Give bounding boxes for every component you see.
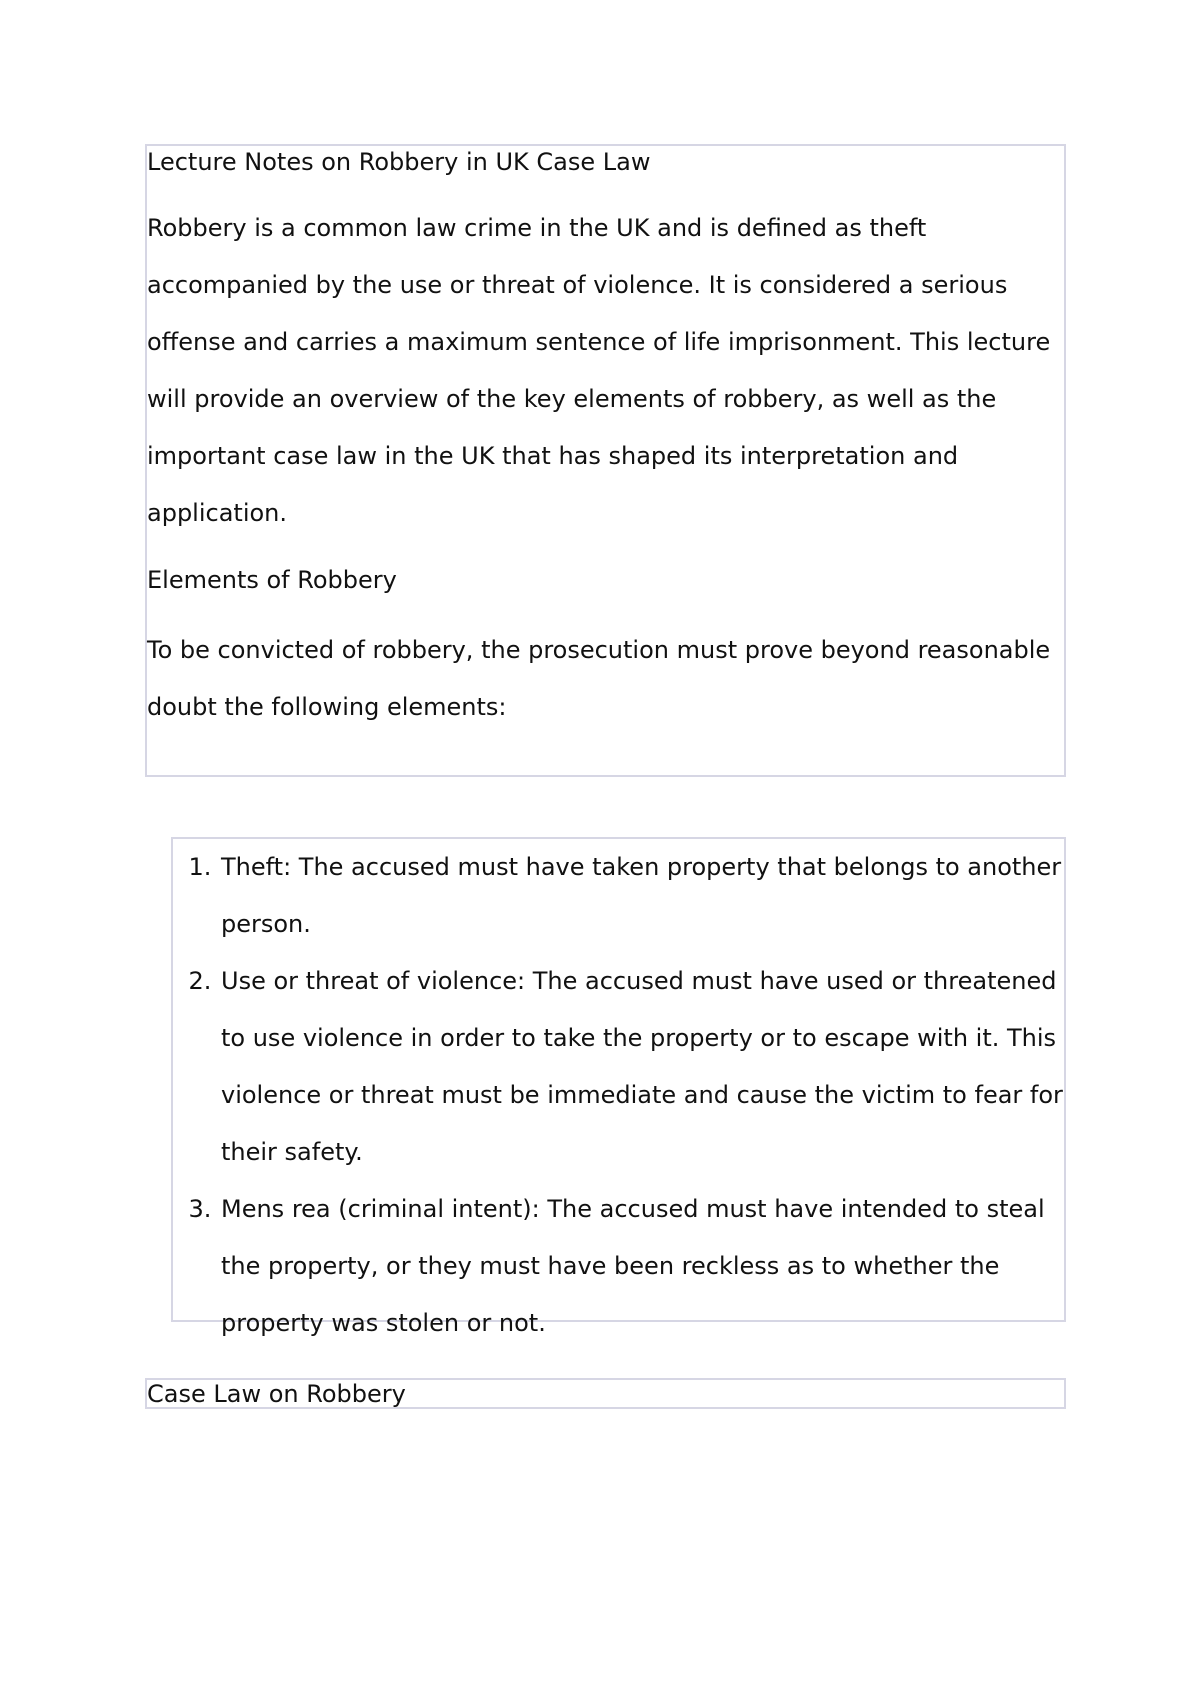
list-item-mens-rea: 3. Mens rea (criminal intent): The accused must have intended to steal the property, or they must have been reckless as to whether the property was stolen or not. <box>219 1181 1064 1352</box>
elements-list-section <box>171 837 1066 1337</box>
intro-section <box>145 144 1066 777</box>
elements-heading: Elements of Robbery <box>147 566 397 594</box>
case-law-heading: Case Law on Robbery <box>147 1380 406 1408</box>
intro-paragraph: Robbery is a common law crime in the UK and is defined as theft accompanied by the use or threat of violence. It is considered a serious offense and carries a maximum sentence of life imprisonment. This lecture will provide an overview of the key elements of robbery, as well as the important case law in the UK that has shaped its interpretation and application. <box>147 214 1051 527</box>
elements-lead-paragraph: To be convicted of robbery, the prosecution must prove beyond reasonable doubt the following elements: <box>147 636 1051 721</box>
document-title: Lecture Notes on Robbery in UK Case Law <box>147 148 651 176</box>
case-law-section <box>145 1378 1066 1409</box>
list-item-theft: 1. Theft: The accused must have taken property that belongs to another person. <box>219 839 1064 953</box>
list-item-violence: 2. Use or threat of violence: The accused must have used or threatened to use violence in order to take the property or to escape with it. This violence or threat must be immediate and cause the victim to fear for their safety. <box>219 953 1064 1181</box>
elements-list <box>173 839 1064 1352</box>
